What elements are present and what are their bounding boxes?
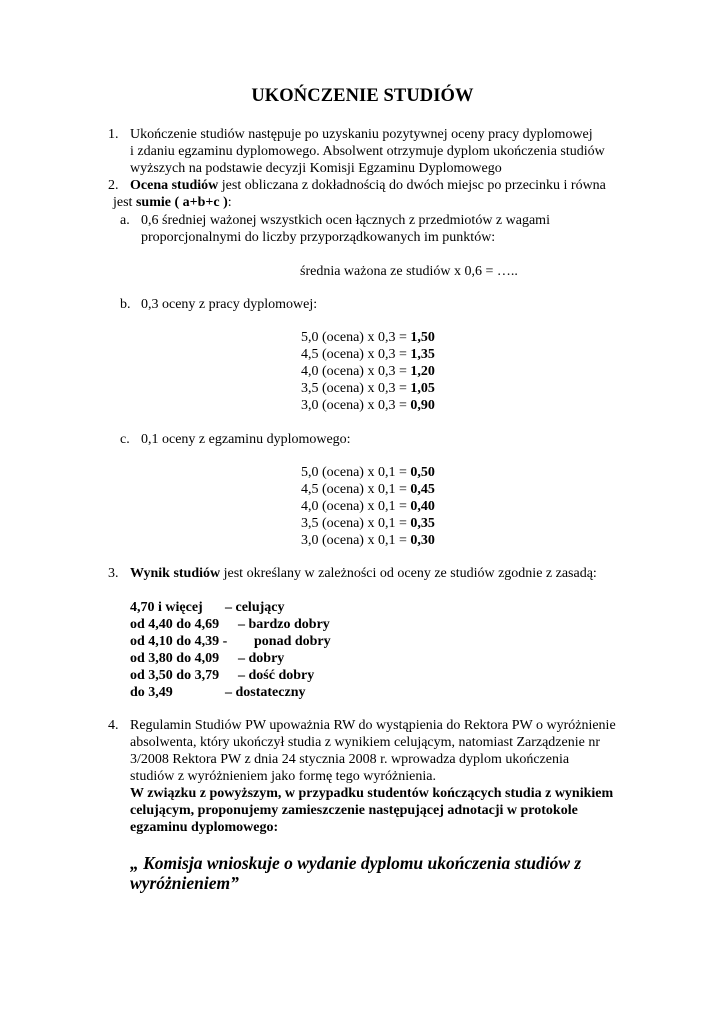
item-1-line-1: Ukończenie studiów następuje po uzyskaniu pozytywnej oceny pracy dyplomowej (130, 127, 593, 142)
calc-row (301, 363, 435, 380)
calc-expr: 3,5 (ocena) x 0,3 = (301, 381, 411, 396)
grade-label: – dość dobry (238, 668, 315, 683)
item-2a-letter: a. (120, 213, 130, 228)
annotation-quote-line-1: „ Komisja wnioskuje o wydanie dyplomu ukończenia studiów z (130, 853, 582, 873)
calc-result: 0,30 (410, 533, 435, 548)
grade-range: od 3,80 do 4,09 (130, 651, 220, 666)
grade-range: od 3,50 do 3,79 (130, 668, 220, 683)
grade-range: od 4,40 do 4,69 (130, 617, 220, 632)
calc-expr: 4,5 (ocena) x 0,3 = (301, 347, 411, 362)
calc-expr: 3,0 (ocena) x 0,1 = (301, 533, 411, 548)
item-2-number: 2. (108, 178, 119, 193)
grade-range: 4,70 i więcej (130, 600, 203, 615)
page-title: UKOŃCZENIE STUDIÓW (251, 86, 474, 106)
item-2a-line-1: 0,6 średniej ważonej wszystkich ocen łącznych z przedmiotów z wagami (141, 213, 550, 228)
grade-range: do 3,49 (130, 685, 173, 700)
item-2a-formula: średnia ważona ze studiów x 0,6 = ….. (300, 264, 518, 279)
calc-expr: 4,0 (ocena) x 0,3 = (301, 364, 411, 379)
calc-expr: 3,0 (ocena) x 0,3 = (301, 398, 411, 413)
calc-result: 1,05 (410, 381, 435, 396)
item-4-number: 4. (108, 718, 119, 733)
item-2-line-2 (113, 194, 232, 211)
calc-row (301, 329, 435, 346)
item-4-line-3: 3/2008 Rektora PW z dnia 24 stycznia 2008 r. wprowadza dyplom ukończenia (130, 752, 570, 767)
calc-row (301, 464, 435, 481)
calc-result: 0,35 (410, 516, 435, 531)
item-2b-letter: b. (120, 297, 131, 312)
item-2-sum-formula: sumie ( a+b+c ) (135, 195, 228, 210)
calc-row (301, 380, 435, 397)
calc-result: 1,35 (410, 347, 435, 362)
item-3-rest: jest określany w zależności od oceny ze studiów zgodnie z zasadą: (220, 566, 597, 581)
calc-row (301, 498, 435, 515)
calc-result: 0,40 (410, 499, 435, 514)
item-2b-text: 0,3 oceny z pracy dyplomowej: (141, 297, 318, 312)
calc-expr: 5,0 (ocena) x 0,1 = (301, 465, 411, 480)
item-2c-letter: c. (120, 432, 130, 447)
calc-row (301, 397, 435, 414)
item-2-line-1 (130, 177, 606, 194)
item-2-bold-lead: Ocena studiów (130, 178, 219, 193)
calc-result: 1,50 (410, 330, 435, 345)
grade-label: – celujący (225, 600, 285, 615)
item-4-bold-line-3: egzaminu dyplomowego: (130, 820, 279, 835)
grade-label: – dostateczny (225, 685, 306, 700)
calc-row (301, 481, 435, 498)
item-1-line-3: wyższych na podstawie decyzji Komisji Egzaminu Dyplomowego (130, 161, 502, 176)
grade-label: ponad dobry (254, 634, 331, 649)
annotation-quote-line-2: wyróżnieniem” (130, 873, 239, 893)
item-2-line-1-rest: jest obliczana z dokładnością do dwóch miejsc po przecinku i równa (218, 178, 606, 193)
grade-label: – bardzo dobry (238, 617, 330, 632)
item-4-bold-line-2: celującym, proponujemy zamieszczenie następującej adnotacji w protokole (130, 803, 578, 818)
calc-row (301, 515, 435, 532)
calc-result: 1,20 (410, 364, 435, 379)
item-2-line-2-pre: jest (113, 195, 136, 210)
calc-row (301, 346, 435, 363)
calc-expr: 3,5 (ocena) x 0,1 = (301, 516, 411, 531)
item-2a-line-2: proporcjonalnymi do liczby przyporządkowanych im punktów: (141, 230, 496, 245)
item-4-bold-line-1: W związku z powyższym, w przypadku studentów kończących studia z wynikiem (130, 786, 614, 801)
item-1-line-2: i zdaniu egzaminu dyplomowego. Absolwent otrzymuje dyplom ukończenia studiów (130, 144, 605, 159)
item-3-line (130, 565, 597, 582)
calc-expr: 4,0 (ocena) x 0,1 = (301, 499, 411, 514)
item-4-line-4: studiów z wyróżnieniem jako formę tego wyróżnienia. (130, 769, 436, 784)
calc-result: 0,90 (410, 398, 435, 413)
calc-expr: 5,0 (ocena) x 0,3 = (301, 330, 411, 345)
grade-range: od 4,10 do 4,39 - (130, 634, 228, 649)
grade-label: – dobry (238, 651, 285, 666)
calc-result: 0,50 (410, 465, 435, 480)
item-4-line-2: absolwenta, który ukończył studia z wynikiem celującym, natomiast Zarządzenie nr (130, 735, 601, 750)
item-4-line-1: Regulamin Studiów PW upoważnia RW do wystąpienia do Rektora PW o wyróżnienie (130, 718, 616, 733)
calc-result: 0,45 (410, 482, 435, 497)
calc-expr: 4,5 (ocena) x 0,1 = (301, 482, 411, 497)
item-1-number: 1. (108, 127, 119, 142)
item-3-bold-lead: Wynik studiów (130, 566, 221, 581)
item-3-number: 3. (108, 566, 119, 581)
item-2-line-2-post: : (227, 195, 232, 210)
item-2c-text: 0,1 oceny z egzaminu dyplomowego: (141, 432, 351, 447)
calc-row (301, 532, 435, 549)
